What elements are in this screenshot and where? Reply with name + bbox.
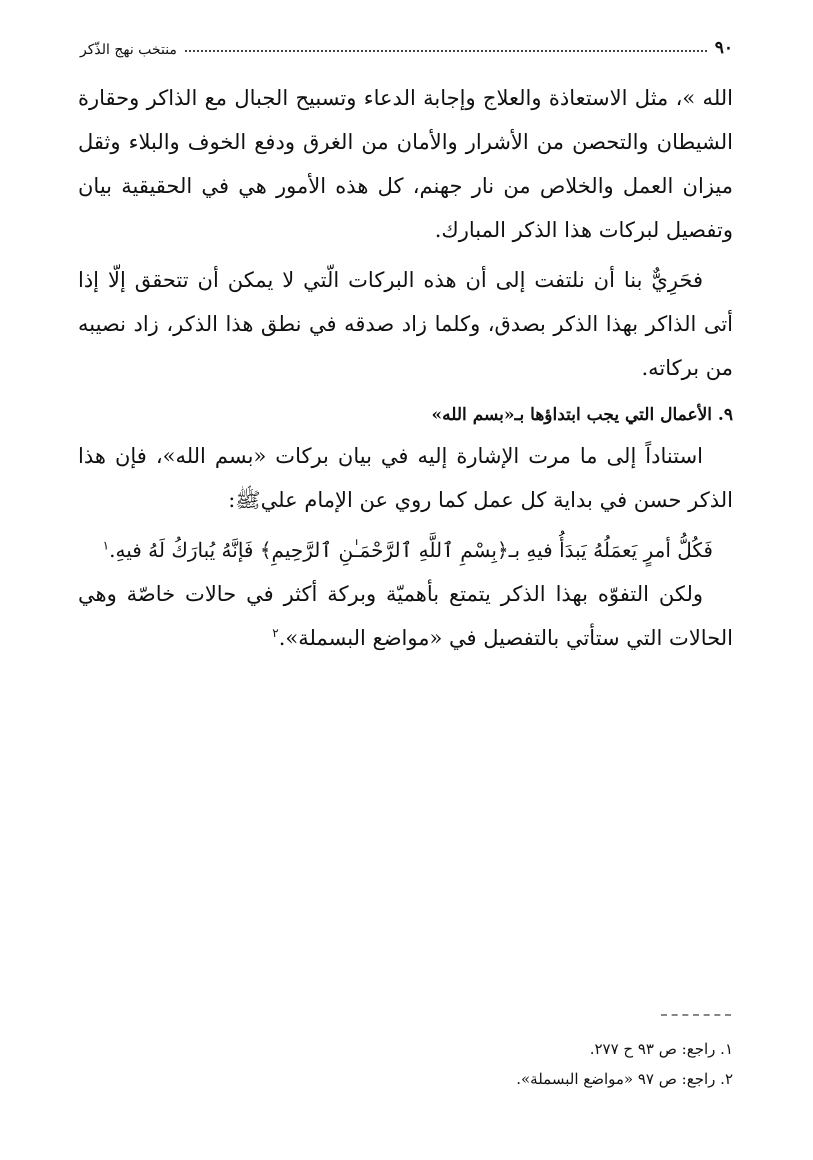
section-heading: ٩. الأعمال التي يجب ابتداؤها بـ«بسم الله» (431, 405, 733, 425)
footnote-separator (661, 1014, 731, 1016)
page-number: ٩٠ (714, 38, 733, 58)
paragraph-4-text: ولكن التفوّه بهذا الذكر يتمتع بأهميّة وبركة أكثر في حالات خاصّة وهي الحالات التي ستأتي بالتفصيل في «مواضع البسملة». (78, 582, 733, 650)
footnote-ref-2[interactable]: ٢ (272, 626, 279, 640)
paragraph-1: الله »، مثل الاستعاذة والعلاج وإجابة الدعاء وتسبيح الجبال مع الذاكر وحقارة الشيطان والتحصن من الأشرار والأمان من الغرق ودفع الخوف والبلاء وثقل ميزان العمل والخلاص من نار جهنم، كل هذه الأمور هي في الحقيقية بيان وتفصيل لبركات هذا الذكر المبارك. (78, 86, 733, 242)
footnote-1: ١. راجع: ص ٩٣ ح ٢٧٧. (589, 1040, 733, 1058)
running-header (80, 34, 733, 58)
footnote-ref-1[interactable]: ١ (102, 538, 110, 553)
book-title: منتخب نهج الذّكر (80, 42, 177, 58)
footnotes (80, 1034, 733, 1094)
main-text (78, 76, 733, 660)
hadith-quote (78, 528, 713, 572)
header-dotted-leader (185, 50, 707, 52)
paragraph-4 (78, 572, 733, 660)
hadith-quote-text: فَكُلُّ أمرٍ يَعمَلُهُ يَبدَأُ فيهِ بـ﴿بِسْمِ ٱللَّهِ ٱلرَّحْمَـٰنِ ٱلرَّحِيمِ﴾ فَإنَّهُ يُبارَكُ لَهُ فيهِ. (109, 538, 713, 562)
paragraph-3: استناداً إلى ما مرت الإشارة إليه في بيان بركات «بسم الله»، فإن هذا الذكر حسن في بداية كل عمل كما روي عن الإمام عليﷺ: (78, 444, 733, 512)
footnote-2: ٢. راجع: ص ٩٧ «مواضع البسملة». (516, 1070, 733, 1088)
paragraph-2: فحَرِيٌّ بنا أن نلتفت إلى أن هذه البركات الّتي لا يمكن أن تتحقق إلّا إذا أتى الذاكر بهذا الذكر بصدق، وكلما زاد صدقه في نطق هذا الذكر، زاد نصيبه من بركاته. (78, 268, 733, 380)
